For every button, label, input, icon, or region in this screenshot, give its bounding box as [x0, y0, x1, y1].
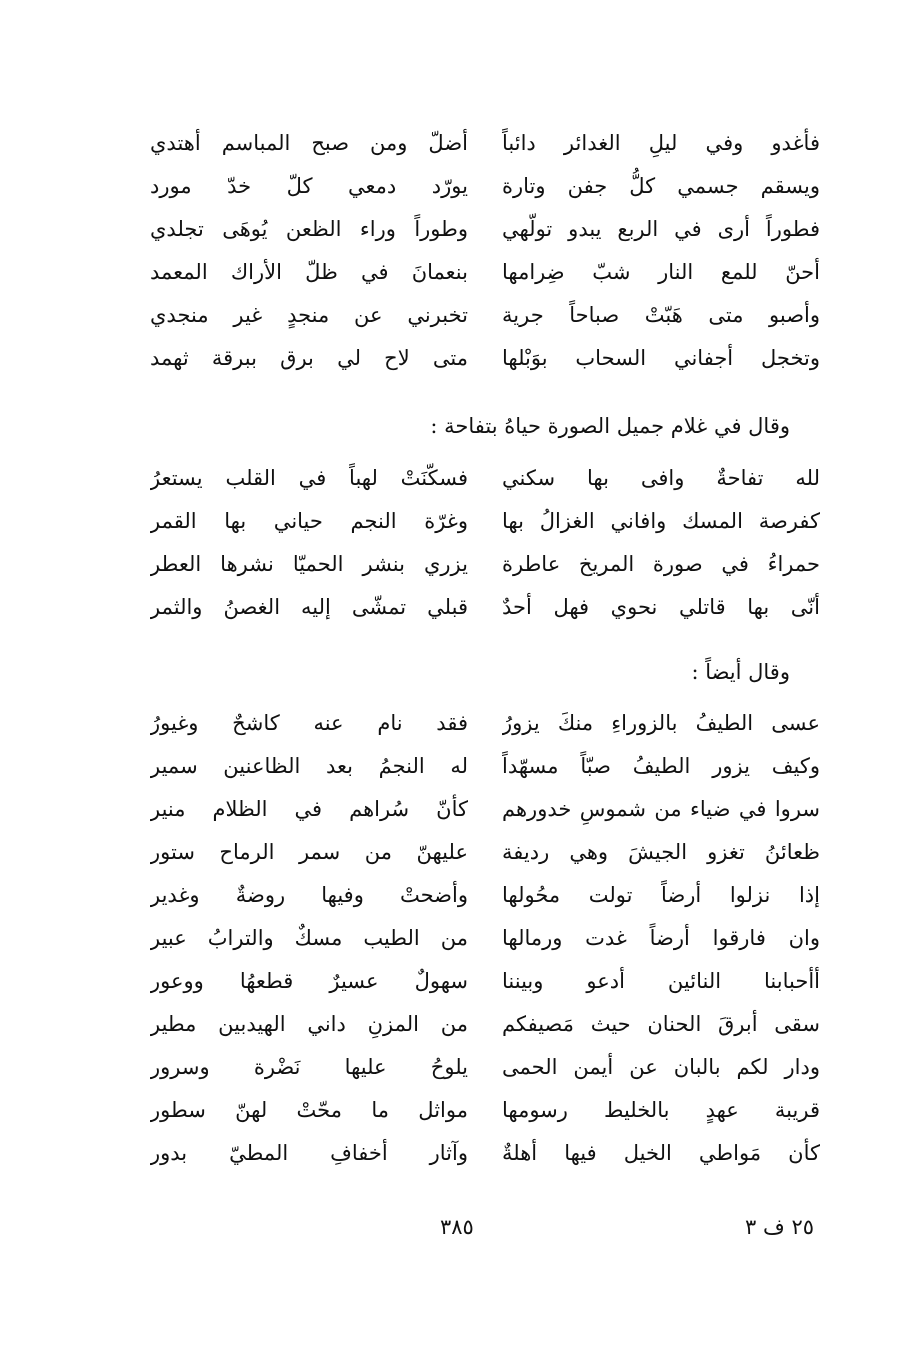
poem-intro-2: وقال في غلام جميل الصورة حياهُ بتفاحة : — [430, 414, 790, 438]
second-hemistich: فسكّنَتْ لهباً في القلب يستعرُ — [150, 466, 468, 490]
second-hemistich: تخبرني عن منجدٍ غير منجدي — [150, 303, 468, 327]
verse-row — [150, 1132, 820, 1175]
second-hemistich: فقد نام عنه كاشحٌ وغيورُ — [150, 711, 468, 735]
verse-row — [150, 1046, 820, 1089]
first-hemistich: سروا في ضياء من شموسِ خدورهم — [502, 797, 820, 821]
verse-row — [150, 745, 820, 788]
verse-row — [150, 337, 820, 380]
first-hemistich: إذا نزلوا أرضاً تولت محُولها — [502, 883, 820, 907]
poem-block-1 — [150, 122, 820, 380]
first-hemistich: سقى أبرقَ الحنان حيث مَصيفكم — [502, 1012, 820, 1036]
second-hemistich: أضلّ ومن صبح المباسم أهتدي — [150, 131, 468, 155]
first-hemistich: ودار لكم بالبان عن أيمن الحمى — [502, 1055, 820, 1079]
verse-row — [150, 874, 820, 917]
first-hemistich: فطوراً أرى في الربع يبدو تولّهي — [502, 217, 820, 241]
second-hemistich: بنعمانَ في ظلّ الأراك المعمد — [150, 260, 468, 284]
first-hemistich: أأحبابنا النائين أدعو وبيننا — [502, 969, 820, 993]
first-hemistich: أحنّ للمع النار شبّ ضِرامها — [502, 260, 820, 284]
second-hemistich: وطوراً وراء الظعن يُوهَى تجلدي — [150, 217, 468, 241]
first-hemistich: ظعائنُ تغزو الجيشَ وهي رديفة — [502, 840, 820, 864]
second-hemistich: متى لاح لي برق ببرقة ثهمد — [150, 346, 468, 370]
verse-row — [150, 960, 820, 1003]
poem-intro-3: وقال أيضاً : — [691, 660, 790, 684]
first-hemistich: وأصبو متى هَبّتْ صباحاً جرية — [502, 303, 820, 327]
second-hemistich: من المزنِ داني الهيدبين مطير — [150, 1012, 468, 1036]
first-hemistich: حمراءُ في صورة المريخ عاطرة — [502, 552, 820, 576]
verse-row — [150, 208, 820, 251]
second-hemistich: سهولٌ عسيرٌ قطعهُا ووعور — [150, 969, 468, 993]
second-hemistich: كأنّ سُراهم في الظلام منير — [150, 797, 468, 821]
second-hemistich: من الطيب مسكٌ والترابُ عبير — [150, 926, 468, 950]
first-hemistich: كفرصة المسك وافاني الغزالُ بها — [502, 509, 820, 533]
verse-row — [150, 251, 820, 294]
first-hemistich: عسى الطيفُ بالزوراءِ منكَ يزورُ — [502, 711, 820, 735]
second-hemistich: وغرّة النجم حياني بها القمر — [150, 509, 468, 533]
second-hemistich: يزري بنشر الحميّا نشرها العطر — [150, 552, 468, 576]
verse-row — [150, 122, 820, 165]
first-hemistich: وان فارقوا أرضاً غدت ورمالها — [502, 926, 820, 950]
verse-row — [150, 586, 820, 629]
poem-block-3 — [150, 702, 820, 1175]
signature-mark: ٢٥ ف ٣ — [745, 1215, 814, 1239]
second-hemistich: وآثار أخفافِ المطيّ بدور — [150, 1141, 468, 1165]
verse-row — [150, 1003, 820, 1046]
first-hemistich: لله تفاحةٌ وافى بها سكني — [502, 466, 820, 490]
second-hemistich: مواثل ما محّتْ لهنّ سطور — [150, 1098, 468, 1122]
verse-row — [150, 457, 820, 500]
verse-row — [150, 294, 820, 337]
poem-block-2 — [150, 457, 820, 629]
verse-row — [150, 702, 820, 745]
second-hemistich: قبلي تمشّى إليه الغصنُ والثمر — [150, 595, 468, 619]
second-hemistich: يلوحُ عليها نَضْرة وسرور — [150, 1055, 468, 1079]
verse-row — [150, 500, 820, 543]
first-hemistich: ويسقم جسمي كلُّ جفن وتارة — [502, 174, 820, 198]
first-hemistich: وتخجل أجفاني السحاب بوَبْلها — [502, 346, 820, 370]
first-hemistich: وكيف يزور الطيفُ صبّاً مسهّداً — [502, 754, 820, 778]
verse-row — [150, 788, 820, 831]
second-hemistich: وأضحتْ وفيها روضةٌ وغدير — [150, 883, 468, 907]
first-hemistich: فأغدو وفي ليلِ الغدائر دائباً — [502, 131, 820, 155]
verse-row — [150, 165, 820, 208]
page-number: ٣٨٥ — [440, 1215, 474, 1239]
verse-row — [150, 831, 820, 874]
first-hemistich: كأن مَواطي الخيل فيها أهلةٌ — [502, 1141, 820, 1165]
second-hemistich: عليهنّ من سمر الرماح ستور — [150, 840, 468, 864]
verse-row — [150, 917, 820, 960]
second-hemistich: يورّد دمعي كلّ خدّ مورد — [150, 174, 468, 198]
first-hemistich: أنّى بها قاتلي نحوي فهل أحدٌ — [502, 595, 820, 619]
first-hemistich: قريبة عهدٍ بالخليط رسومها — [502, 1098, 820, 1122]
second-hemistich: له النجمُ بعد الظاعنين سمير — [150, 754, 468, 778]
verse-row — [150, 1089, 820, 1132]
verse-row — [150, 543, 820, 586]
